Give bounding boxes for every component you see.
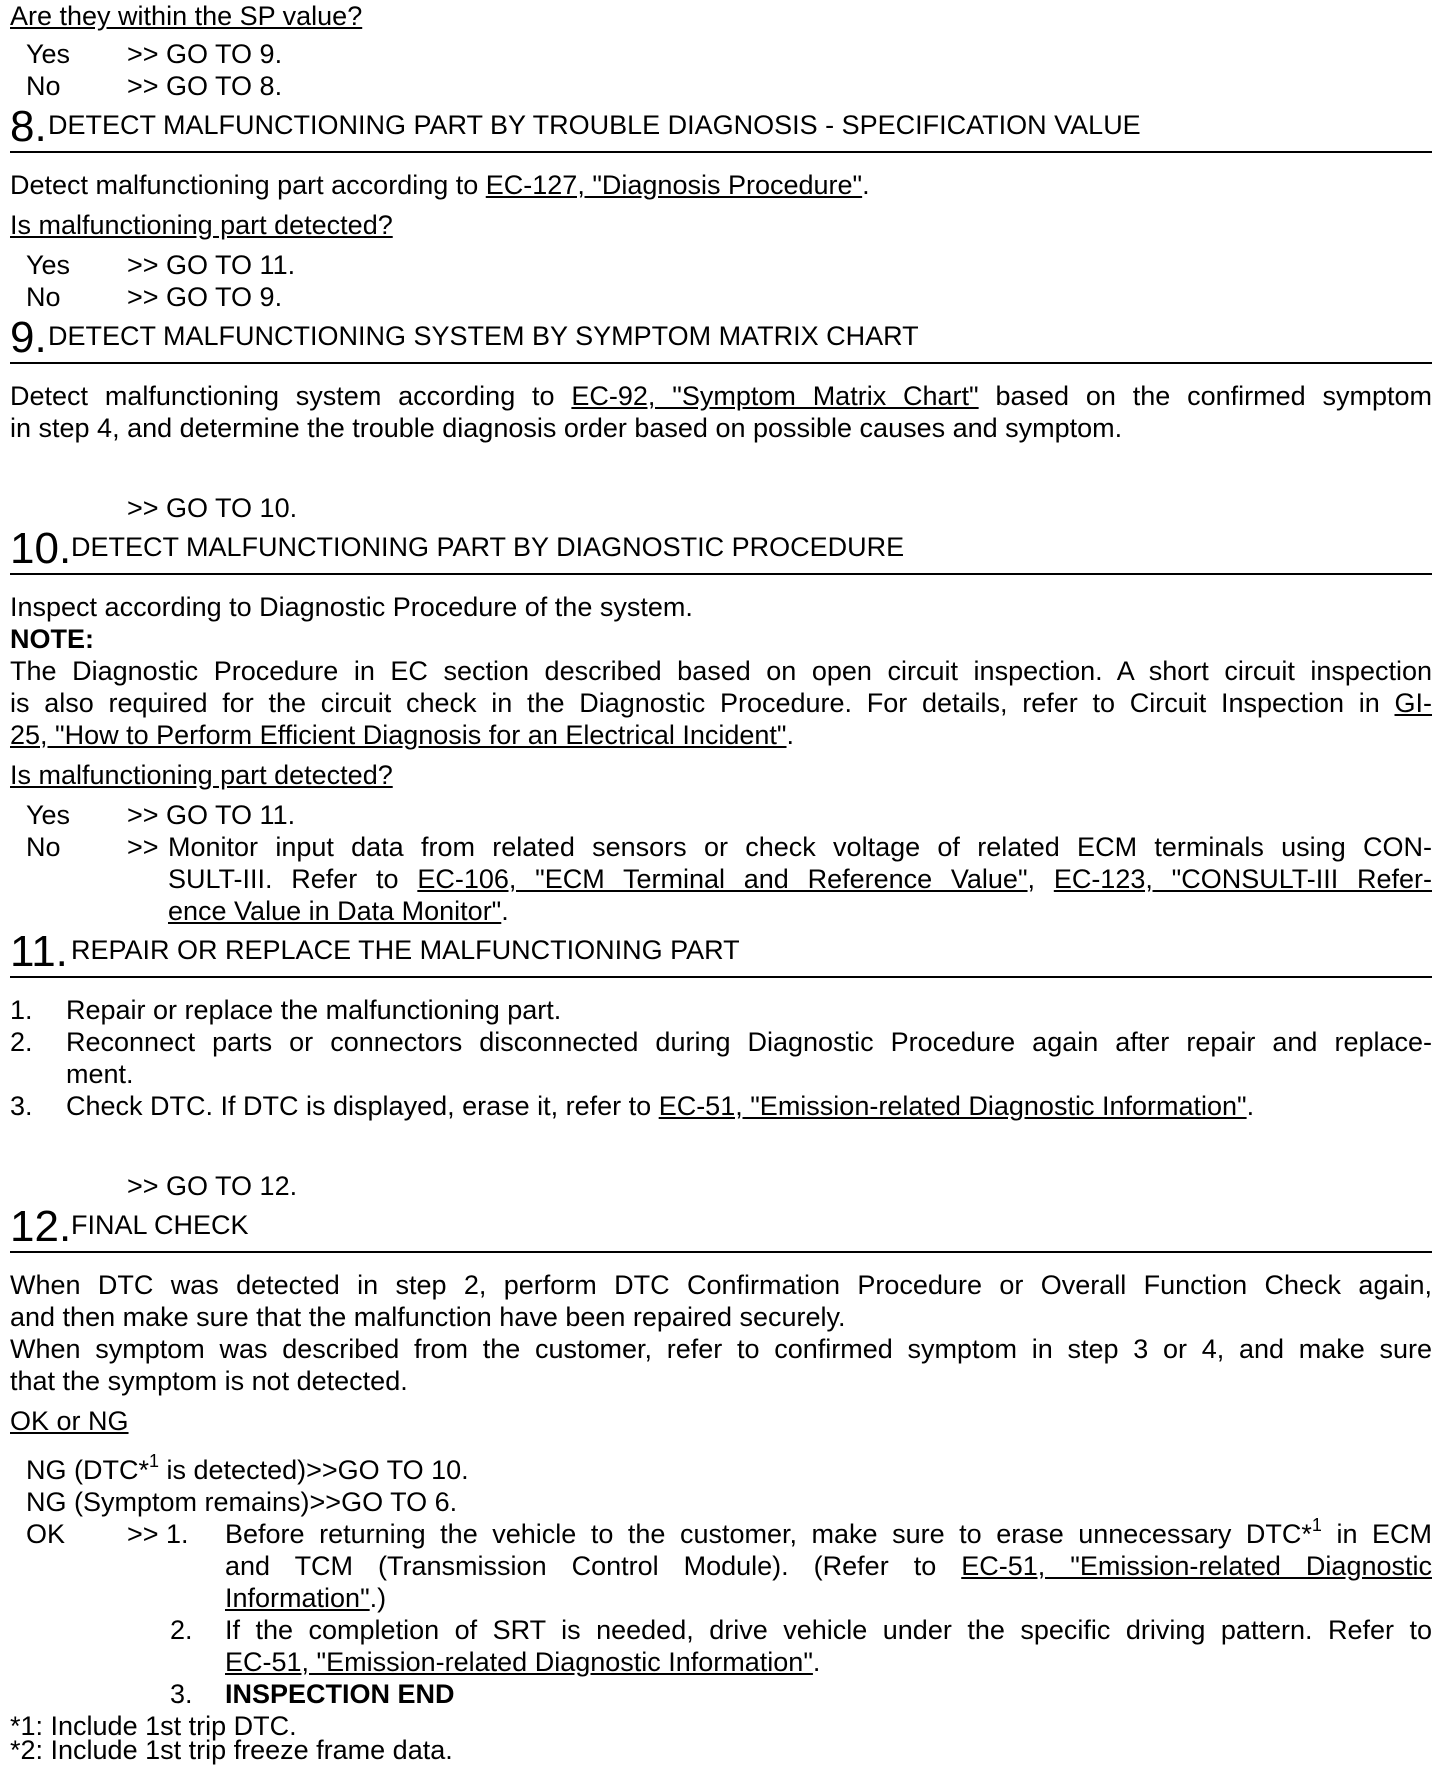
step-10-question: Is malfunctioning part detected?: [10, 760, 393, 790]
step-11-item-1: Repair or replace the malfunctioning part.: [66, 995, 562, 1025]
step-8-yes-goto: >> GO TO 11.: [127, 250, 296, 280]
step-12-ok-2-line-2: EC-51, "Emission-related Diagnostic Information".: [225, 1647, 821, 1677]
step-10-no-line-2: SULT-III. Refer to EC-106, "ECM Terminal and Reference Value", EC-123, "CONSULT-III Refer-: [168, 864, 1432, 894]
answer-yes-label: Yes: [26, 39, 71, 69]
step-10-no-arrow: >>: [127, 832, 159, 862]
step-8-no-label: No: [26, 282, 61, 312]
step-11-title: REPAIR OR REPLACE THE MALFUNCTIONING PART: [71, 935, 740, 965]
step-12-ok-1-line-2: and TCM (Transmission Control Module). (Refer to EC-51, "Emission-related Diagnostic: [225, 1551, 1432, 1581]
step-12-ok-1-line-1: Before returning the vehicle to the customer, make sure to erase unnecessary DTC*$^1$ in ECM: [225, 1515, 1432, 1549]
step-11-goto: >> GO TO 12.: [127, 1171, 298, 1201]
step-12-ok-2-line-1: If the completion of SRT is needed, drive vehicle under the specific driving pattern. Refer to: [225, 1615, 1432, 1645]
answer-no-goto: >> GO TO 8.: [127, 71, 283, 101]
step-9-number: 9.: [10, 313, 47, 362]
step-9-goto: >> GO TO 10.: [127, 493, 298, 523]
step-8-no-goto: >> GO TO 9.: [127, 282, 283, 312]
step-12-ng-symptom: NG (Symptom remains)>>GO TO 6.: [26, 1487, 458, 1517]
link-ec-51-b-part1[interactable]: EC-51, "Emission-related Diagnostic: [961, 1551, 1432, 1581]
question-sp-value: Are they within the SP value?: [10, 1, 363, 31]
step-11-number: 11.: [10, 927, 68, 976]
step-12-heading: [10, 1202, 1432, 1253]
step-12-ok-3-number: 3.: [170, 1679, 193, 1709]
step-12-question: OK or NG: [10, 1406, 129, 1436]
step-10-note-line-1: The Diagnostic Procedure in EC section described based on open circuit inspection. A short circuit inspection: [10, 656, 1432, 686]
step-8-title: DETECT MALFUNCTIONING PART BY TROUBLE DIAGNOSIS - SPECIFICATION VALUE: [48, 110, 1141, 140]
link-ec-123-part2[interactable]: ence Value in Data Monitor": [168, 896, 502, 926]
step-10-note-line-2: is also required for the circuit check in the Diagnostic Procedure. For details, refer to Circuit Inspection in GI-: [10, 688, 1432, 718]
step-10-number: 10.: [10, 524, 72, 573]
inspection-end: INSPECTION END: [225, 1679, 455, 1709]
step-12-ok-label: OK: [26, 1519, 66, 1549]
step-10-title: DETECT MALFUNCTIONING PART BY DIAGNOSTIC PROCEDURE: [71, 532, 905, 562]
step-11-heading: [10, 927, 1432, 978]
step-10-note-line-3: 25, "How to Perform Efficient Diagnosis for an Electrical Incident".: [10, 720, 795, 750]
step-12-ok-2-number: 2.: [170, 1615, 193, 1645]
answer-yes-goto: >> GO TO 9.: [127, 39, 283, 69]
link-ec-51-c[interactable]: EC-51, "Emission-related Diagnostic Information": [225, 1647, 813, 1677]
step-11-item-3: Check DTC. If DTC is displayed, erase it, refer to EC-51, "Emission-related Diagnostic Information".: [66, 1091, 1255, 1121]
step-8-yes-label: Yes: [26, 250, 71, 280]
step-12-title: FINAL CHECK: [71, 1210, 249, 1240]
step-10-yes-goto: >> GO TO 11.: [127, 800, 296, 830]
step-11-item-3-number: 3.: [10, 1091, 33, 1121]
step-11-item-2-number: 2.: [10, 1027, 33, 1057]
link-ec-51-b-part2[interactable]: Information": [225, 1583, 370, 1613]
step-12-para-line-3: When symptom was described from the customer, refer to confirmed symptom in step 3 or 4, and make sure: [10, 1334, 1432, 1364]
step-8-heading: [10, 102, 1432, 153]
step-8-text: Detect malfunctioning part according to EC-127, "Diagnosis Procedure".: [10, 170, 870, 200]
step-10-no-label: No: [26, 832, 61, 862]
link-ec-51-a[interactable]: EC-51, "Emission-related Diagnostic Information": [658, 1091, 1247, 1121]
step-10-no-line-3: ence Value in Data Monitor".: [168, 896, 509, 926]
step-12-para-line-4: that the symptom is not detected.: [10, 1366, 408, 1396]
link-gi-25-part1[interactable]: GI-: [1394, 688, 1432, 718]
step-8-question: Is malfunctioning part detected?: [10, 210, 393, 240]
footnote-1: *1: Include 1st trip DTC.: [10, 1711, 297, 1741]
step-12-ng-dtc: NG (DTC*$^1$ is detected)>>GO TO 10.: [26, 1451, 469, 1485]
link-ec-106[interactable]: EC-106, "ECM Terminal and Reference Value": [417, 864, 1028, 894]
answer-no-label: No: [26, 71, 61, 101]
step-8-number: 8.: [10, 102, 47, 151]
link-gi-25-part2[interactable]: 25, "How to Perform Efficient Diagnosis for an Electrical Incident": [10, 720, 787, 750]
step-10-note-label: NOTE:: [10, 624, 94, 654]
step-11-item-2: Reconnect parts or connectors disconnected during Diagnostic Procedure again after repair and replace-: [66, 1027, 1432, 1057]
step-12-ok-1-line-3: Information".): [225, 1583, 387, 1613]
step-10-heading: [10, 524, 1432, 575]
link-ec-92[interactable]: EC-92, "Symptom Matrix Chart": [571, 381, 979, 411]
footnote-2: *2: Include 1st trip freeze frame data.: [10, 1735, 453, 1765]
step-10-yes-label: Yes: [26, 800, 71, 830]
step-12-para-line-1: When DTC was detected in step 2, perform DTC Confirmation Procedure or Overall Function Check again,: [10, 1270, 1432, 1300]
step-11-item-2-cont: ment.: [66, 1059, 134, 1089]
step-9-line-2: in step 4, and determine the trouble diagnosis order based on possible causes and symptom.: [10, 413, 1123, 443]
step-12-ok-arrow: >> 1.: [127, 1519, 189, 1549]
step-9-title: DETECT MALFUNCTIONING SYSTEM BY SYMPTOM MATRIX CHART: [48, 321, 919, 351]
step-10-no-line-1: Monitor input data from related sensors or check voltage of related ECM terminals using CON-: [168, 832, 1432, 862]
step-12-para-line-2: and then make sure that the malfunction have been repaired securely.: [10, 1302, 846, 1332]
step-12-number: 12.: [10, 1202, 72, 1251]
link-ec-123-part1[interactable]: EC-123, "CONSULT-III Refer-: [1053, 864, 1432, 894]
step-10-line-1: Inspect according to Diagnostic Procedure of the system.: [10, 592, 693, 622]
step-9-line-1: Detect malfunctioning system according to EC-92, "Symptom Matrix Chart" based on the confirmed symptom: [10, 381, 1432, 411]
step-9-heading: [10, 313, 1432, 364]
link-ec-127[interactable]: EC-127, "Diagnosis Procedure": [485, 170, 863, 200]
step-11-item-1-number: 1.: [10, 995, 33, 1025]
